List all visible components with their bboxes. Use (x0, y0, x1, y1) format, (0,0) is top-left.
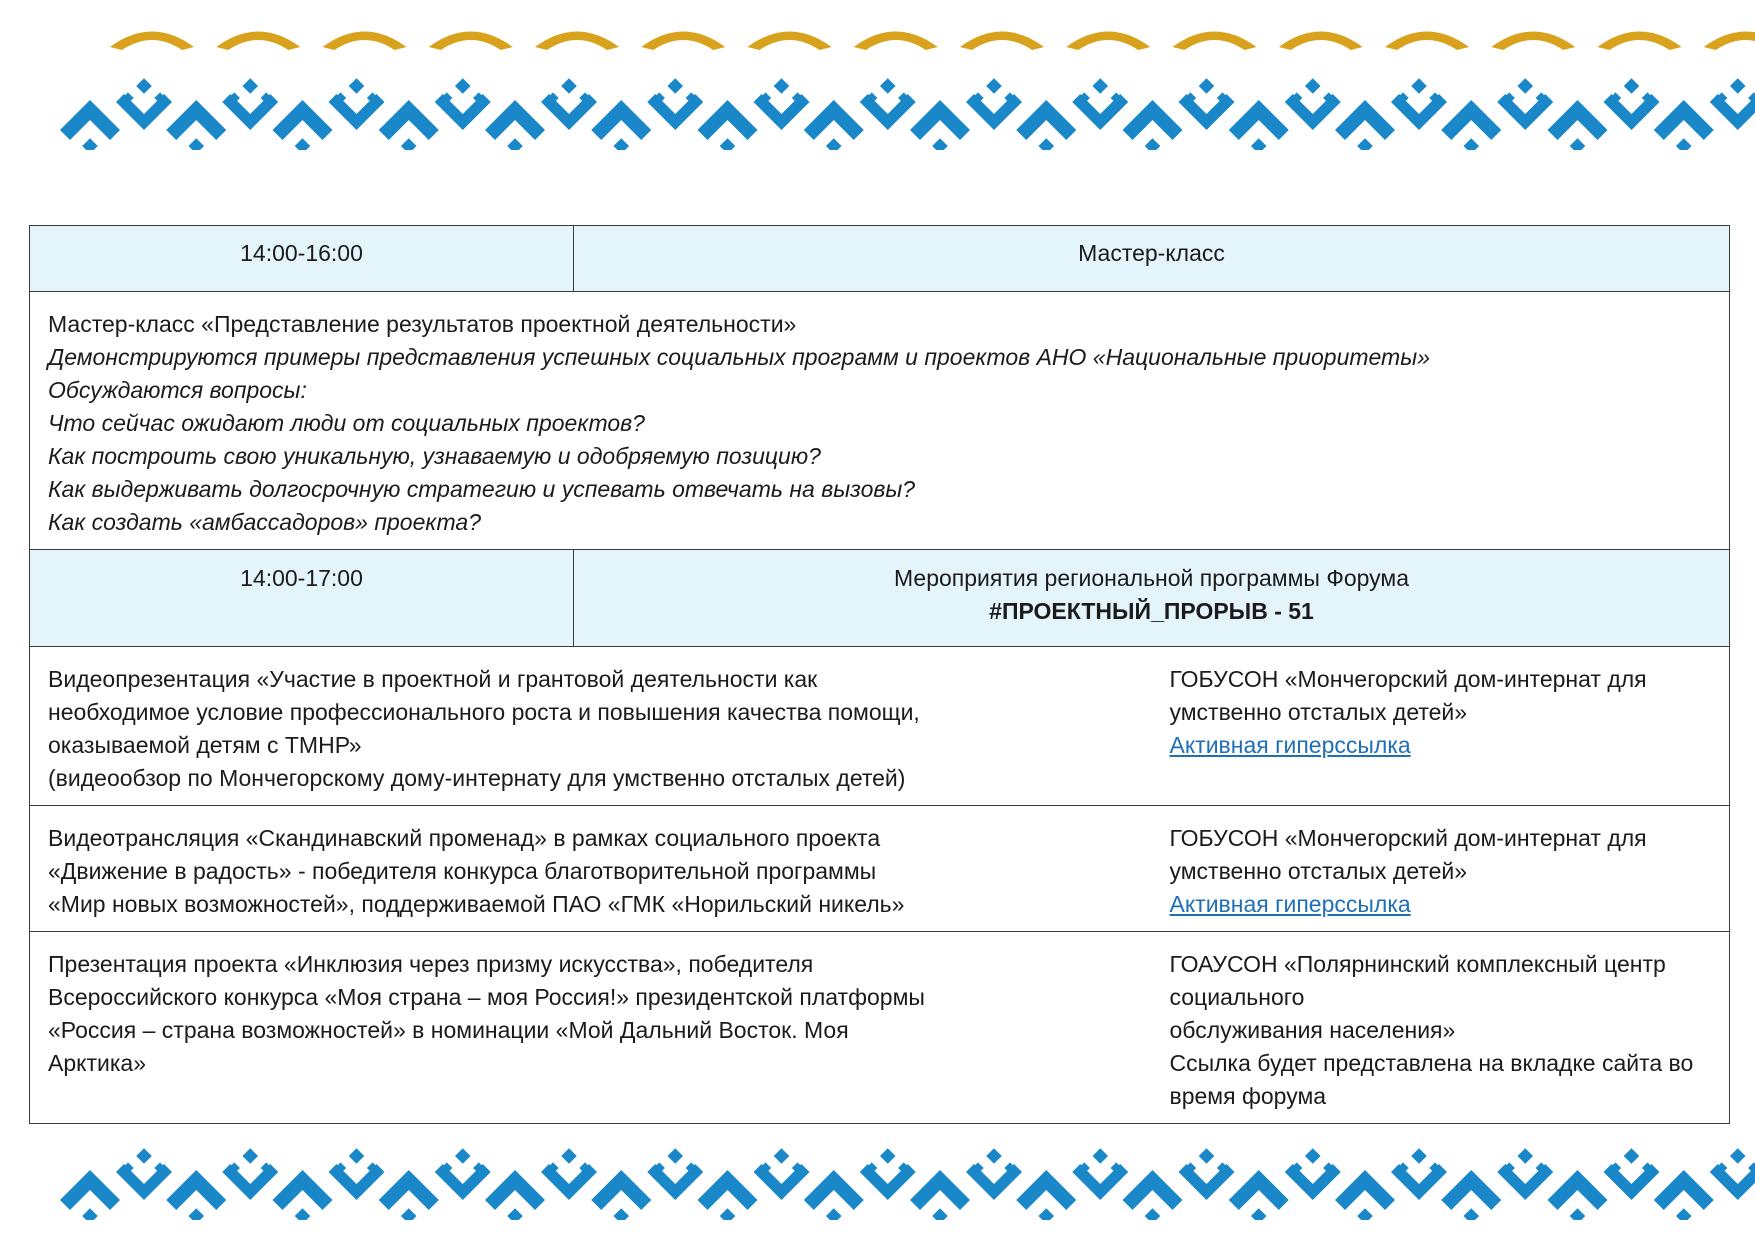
ornament-diamond (667, 78, 683, 94)
ornament-chevron (804, 1170, 864, 1210)
ornament-diamond (507, 1208, 523, 1220)
ornament-chevron (1441, 1170, 1501, 1210)
ornament-chevron (1654, 100, 1714, 140)
ornament-chevron (166, 100, 226, 140)
event-line: Видеотрансляция «Скандинавский променад» в рамках социального проекта (48, 825, 881, 851)
ornament-chevron (1123, 1170, 1183, 1210)
ornament-diamond (242, 78, 258, 94)
ornament-diamond (613, 138, 629, 150)
ornament-diamond (349, 78, 365, 94)
crown-icon (110, 32, 194, 51)
crown-icon (1704, 32, 1755, 51)
event-line: «Движение в радость» - победителя конкурса благотворительной программы (48, 858, 877, 884)
organizer-name: ГОБУСОН «Мончегорский дом-интернат для умственно отсталых детей» (1169, 825, 1647, 884)
ornament-diamond (136, 78, 152, 94)
ornament-chevron (1548, 1170, 1608, 1210)
ornament-chevron (273, 1170, 333, 1210)
ornament-diamond (242, 1148, 258, 1164)
ornament-diamond (1357, 1208, 1373, 1220)
ornament-chevron (910, 1170, 970, 1210)
ornament-chevron (1016, 1170, 1076, 1210)
ornament-diamond (295, 1208, 311, 1220)
ornament-diamond (1199, 78, 1215, 94)
ornament-diamond (826, 138, 842, 150)
event-line: Видеопрезентация «Участие в проектной и грантовой деятельности как (48, 666, 818, 692)
ornament-diamond (1624, 78, 1640, 94)
organizer-name: ГОБУСОН «Мончегорский дом-интернат для умственно отсталых детей» (1169, 666, 1647, 725)
ornament-diamond (1463, 138, 1479, 150)
crown-icon (1491, 32, 1575, 51)
ornament-diamond (1038, 138, 1054, 150)
bottom-ornament (0, 1140, 1755, 1220)
ornament-diamond (880, 1148, 896, 1164)
schedule-table (29, 225, 1730, 1124)
ornament-diamond (932, 138, 948, 150)
ornament-diamond (1038, 1208, 1054, 1220)
ornament-chevron (698, 1170, 758, 1210)
ornament-chevron (60, 100, 120, 140)
ornament-diamond (1145, 1208, 1161, 1220)
top-ornament (0, 20, 1755, 150)
event-line: Арктика» (48, 1050, 146, 1076)
ornament-diamond (932, 1208, 948, 1220)
ornament-chevron (1229, 100, 1289, 140)
ornament-diamond (1676, 1208, 1692, 1220)
desc-line: Обсуждаются вопросы: (48, 377, 307, 403)
ornament-diamond (720, 1208, 736, 1220)
ornament-diamond (1305, 1148, 1321, 1164)
desc-line: Демонстрируются примеры представления успешных социальных программ и проектов АНО «Национальные приоритеты» (48, 344, 1430, 370)
ornament-diamond (774, 78, 790, 94)
ornament-diamond (1570, 1208, 1586, 1220)
organizer-name: ГОАУСОН «Полярнинский комплексный центр социального (1169, 951, 1666, 1010)
session-header-1 (30, 226, 1730, 292)
organizer-name: обслуживания населения» (1169, 1017, 1456, 1043)
event-line: (видеообзор по Мончегорскому дому-интернату для умственно отсталых детей) (48, 765, 906, 791)
ornament-chevron (1548, 100, 1608, 140)
ornament-diamond (1411, 1148, 1427, 1164)
crown-icon (1066, 32, 1150, 51)
crown-icon (216, 32, 300, 51)
ornament-diamond (1676, 138, 1692, 150)
crown-icon (641, 32, 725, 51)
session-title: Мастер-класс (574, 226, 1730, 292)
ornament-chevron (1441, 100, 1501, 140)
ornament-chevron (1335, 100, 1395, 140)
ornament-chevron (1335, 1170, 1395, 1210)
event-hyperlink[interactable]: Активная гиперссылка (1169, 891, 1411, 917)
ornament-chevron (591, 1170, 651, 1210)
ornament-diamond (1305, 78, 1321, 94)
ornament-diamond (1357, 138, 1373, 150)
desc-line: Как создать «амбассадоров» проекта? (48, 509, 481, 535)
ornament-diamond (401, 138, 417, 150)
ornament-diamond (826, 1208, 842, 1220)
ornament-diamond (401, 1208, 417, 1220)
ornament-chevron (698, 100, 758, 140)
ornament-diamond (455, 1148, 471, 1164)
ornament-diamond (774, 1148, 790, 1164)
crown-icon (429, 32, 513, 51)
event-line: Презентация проекта «Инклюзия через призму искусства», победителя (48, 951, 814, 977)
ornament-pattern-bottom (0, 1140, 1755, 1220)
event-row (30, 932, 1730, 1124)
ornament-diamond (1251, 138, 1267, 150)
ornament-pattern-top (0, 20, 1755, 150)
desc-line: Как выдерживать долгосрочную стратегию и успевать отвечать на вызовы? (48, 476, 916, 502)
event-organizer (1152, 647, 1730, 806)
ornament-chevron (379, 1170, 439, 1210)
ornament-diamond (136, 1148, 152, 1164)
ornament-chevron (804, 100, 864, 140)
event-organizer (1152, 932, 1730, 1124)
session-description (30, 292, 1730, 550)
session-time: 14:00-16:00 (30, 226, 574, 292)
ornament-chevron (60, 1170, 120, 1210)
ornament-vee (1710, 1164, 1755, 1200)
event-description (30, 806, 1152, 932)
ornament-diamond (1145, 138, 1161, 150)
event-line: необходимое условие профессионального роста и повышения качества помощи, (48, 699, 920, 725)
event-line: «Россия – страна возможностей» в номинации «Мой Дальний Восток. Моя (48, 1017, 849, 1043)
session-header-2 (30, 550, 1730, 647)
event-line: оказываемой детям с ТМНР» (48, 732, 362, 758)
ornament-diamond (188, 138, 204, 150)
ornament-diamond (1517, 78, 1533, 94)
crown-icon (1173, 32, 1257, 51)
ornament-diamond (1411, 78, 1427, 94)
ornament-diamond (82, 1208, 98, 1220)
desc-line: Что сейчас ожидают люди от социальных проектов? (48, 410, 645, 436)
ornament-diamond (720, 138, 736, 150)
ornament-chevron (1016, 100, 1076, 140)
crown-icon (748, 32, 832, 51)
event-line: Всероссийского конкурса «Моя страна – моя Россия!» президентской платформы (48, 984, 925, 1010)
ornament-diamond (1092, 78, 1108, 94)
masterclass-heading: Мастер-класс «Представление результатов проектной деятельности» (48, 311, 797, 337)
ornament-chevron (910, 100, 970, 140)
link-note: Ссылка будет представлена на вкладке сайта во время форума (1169, 1050, 1694, 1109)
ornament-diamond (880, 78, 896, 94)
event-line: «Мир новых возможностей», поддерживаемой ПАО «ГМК «Норильский никель» (48, 891, 905, 917)
ornament-chevron (485, 100, 545, 140)
ornament-chevron (1229, 1170, 1289, 1210)
ornament-chevron (1123, 100, 1183, 140)
ornament-diamond (1730, 78, 1746, 94)
ornament-diamond (82, 138, 98, 150)
ornament-diamond (507, 138, 523, 150)
ornament-diamond (1463, 1208, 1479, 1220)
ornament-vee (1710, 94, 1755, 130)
event-row (30, 806, 1730, 932)
crown-icon (1279, 32, 1363, 51)
ornament-diamond (1199, 1148, 1215, 1164)
session-title: Мероприятия региональной программы Форума (893, 565, 1410, 591)
ornament-diamond (1730, 1148, 1746, 1164)
ornament-diamond (667, 1148, 683, 1164)
ornament-chevron (485, 1170, 545, 1210)
desc-line: Как построить свою уникальную, узнаваемую и одобряемую позицию? (48, 443, 821, 469)
ornament-chevron (166, 1170, 226, 1210)
ornament-diamond (561, 78, 577, 94)
ornament-diamond (349, 1148, 365, 1164)
ornament-diamond (188, 1208, 204, 1220)
crown-icon (1598, 32, 1682, 51)
session-time: 14:00-17:00 (30, 550, 574, 647)
ornament-diamond (1251, 1208, 1267, 1220)
ornament-chevron (273, 100, 333, 140)
ornament-diamond (1570, 138, 1586, 150)
event-hyperlink[interactable]: Активная гиперссылка (1169, 732, 1411, 758)
crown-icon (960, 32, 1044, 51)
ornament-diamond (455, 78, 471, 94)
ornament-chevron (379, 100, 439, 140)
ornament-diamond (1624, 1148, 1640, 1164)
crown-icon (323, 32, 407, 51)
ornament-diamond (295, 138, 311, 150)
event-organizer (1152, 806, 1730, 932)
crown-icon (535, 32, 619, 51)
event-description (30, 647, 1152, 806)
ornament-diamond (561, 1148, 577, 1164)
ornament-diamond (986, 1148, 1002, 1164)
crown-icon (854, 32, 938, 51)
event-row (30, 647, 1730, 806)
ornament-diamond (1517, 1148, 1533, 1164)
event-description (30, 932, 1152, 1124)
crown-icon (1385, 32, 1469, 51)
ornament-diamond (986, 78, 1002, 94)
ornament-diamond (613, 1208, 629, 1220)
ornament-diamond (1092, 1148, 1108, 1164)
ornament-chevron (1654, 1170, 1714, 1210)
ornament-chevron (591, 100, 651, 140)
hashtag-title: #ПРОЕКТНЫЙ_ПРОРЫВ - 51 (989, 598, 1314, 624)
